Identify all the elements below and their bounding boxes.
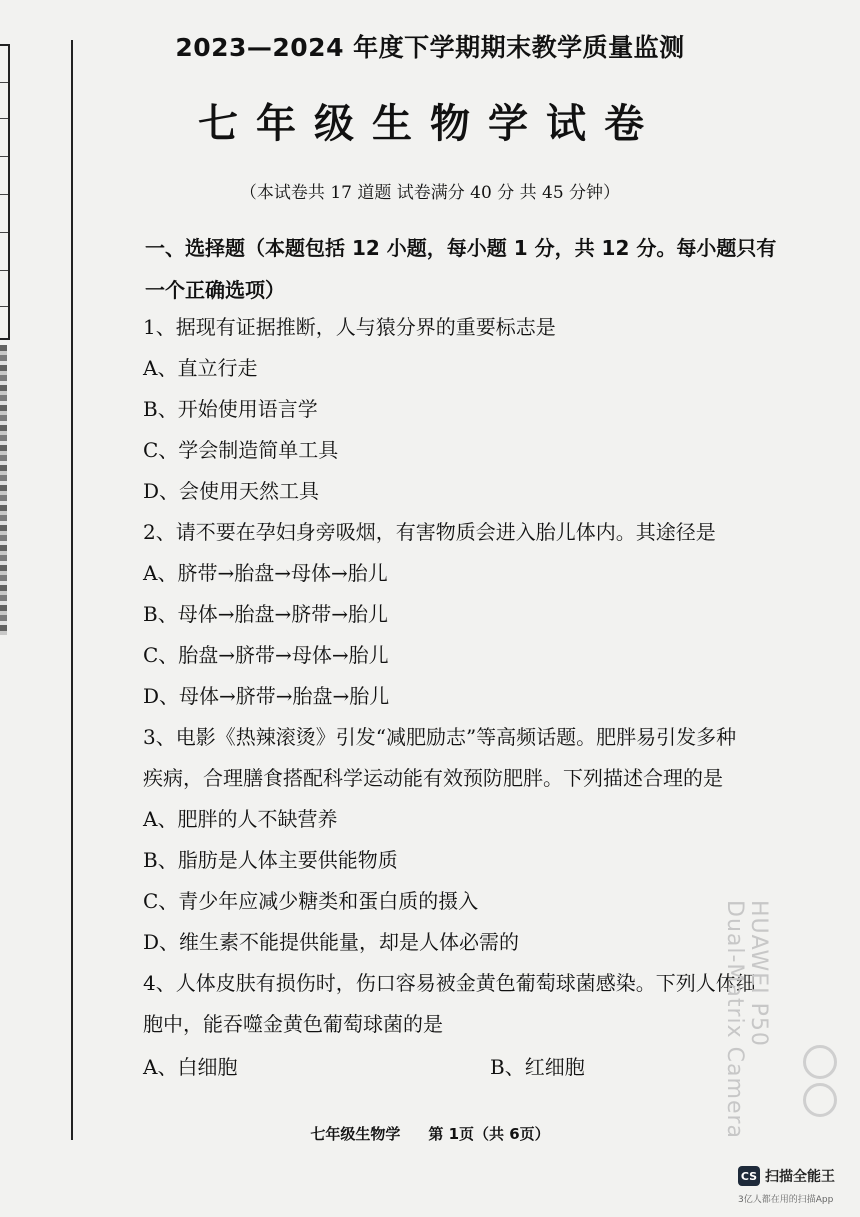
watermark-model: HUAWEI P50 [746, 900, 771, 1047]
binding-tick [0, 232, 8, 233]
question-3-stem-line-2: 疾病，合理膳食搭配科学运动能有效预防肥胖。下列描述合理的是 [143, 766, 723, 790]
question-3-option-d: D、维生素不能提供能量，却是人体必需的 [143, 930, 520, 954]
question-2-option-a: A、脐带→胎盘→母体→胎儿 [143, 561, 388, 585]
question-4-option-b: B、红细胞 [490, 1055, 585, 1079]
scanner-app-name: 扫描全能王 [765, 1169, 835, 1185]
question-3-option-b: B、脂肪是人体主要供能物质 [143, 848, 398, 872]
question-3-option-a: A、肥胖的人不缺营养 [143, 807, 338, 831]
question-2-option-b: B、母体→胎盘→脐带→胎儿 [143, 602, 388, 626]
footer-page-number: 第 1页（共 6页） [428, 1125, 550, 1143]
question-1-stem: 1、据现有证据推断，人与猿分界的重要标志是 [143, 315, 556, 339]
watermark-camera: Dual-Matrix Camera [722, 900, 747, 1140]
question-2-option-c: C、胎盘→脐带→母体→胎儿 [143, 643, 389, 667]
footer-subject: 七年级生物学 [310, 1125, 401, 1143]
question-4-stem-line-2: 胞中，能吞噬金黄色葡萄球菌的是 [143, 1012, 443, 1036]
scanner-badge [738, 1166, 835, 1186]
exam-period-header: 2023—2024 年度下学期期末教学质量监测 [175, 33, 685, 62]
question-3-stem-line-1: 3、电影《热辣滚烫》引发“减肥励志”等高频话题。肥胖易引发多种 [143, 725, 737, 749]
camera-lens-icon [803, 1045, 837, 1121]
question-4-stem-line-1: 4、人体皮肤有损伤时，伤口容易被金黄色葡萄球菌感染。下列人体细 [143, 971, 756, 995]
exam-title: 七年级生物学试卷 [198, 100, 662, 147]
question-2-option-d: D、母体→脐带→胎盘→胎儿 [143, 684, 390, 708]
binding-line [71, 40, 73, 1140]
question-1-option-b: B、开始使用语言学 [143, 397, 318, 421]
exam-info: （本试卷共 17 道题 试卷满分 40 分 共 45 分钟） [239, 183, 621, 203]
binding-tick [0, 306, 8, 307]
section-heading: 一、选择题（本题包括 12 小题，每小题 1 分，共 12 分。每小题只有一个正确选项） [145, 236, 777, 302]
question-3-option-c: C、青少年应减少糖类和蛋白质的摄入 [143, 889, 479, 913]
scanner-tagline: 3亿人都在用的扫描App [738, 1195, 834, 1205]
binding-tick [0, 82, 8, 83]
scanner-logo-icon: CS [738, 1166, 760, 1186]
question-1-option-a: A、直立行走 [143, 356, 258, 380]
question-2-stem: 2、请不要在孕妇身旁吸烟，有害物质会进入胎儿体内。其途径是 [143, 520, 716, 544]
binding-strip [0, 345, 7, 635]
binding-tick [0, 270, 8, 271]
question-1-option-c: C、学会制造简单工具 [143, 438, 339, 462]
question-1-option-d: D、会使用天然工具 [143, 479, 320, 503]
camera-watermark [722, 900, 770, 1160]
binding-tick [0, 156, 8, 157]
question-4-option-a: A、白细胞 [143, 1055, 238, 1079]
